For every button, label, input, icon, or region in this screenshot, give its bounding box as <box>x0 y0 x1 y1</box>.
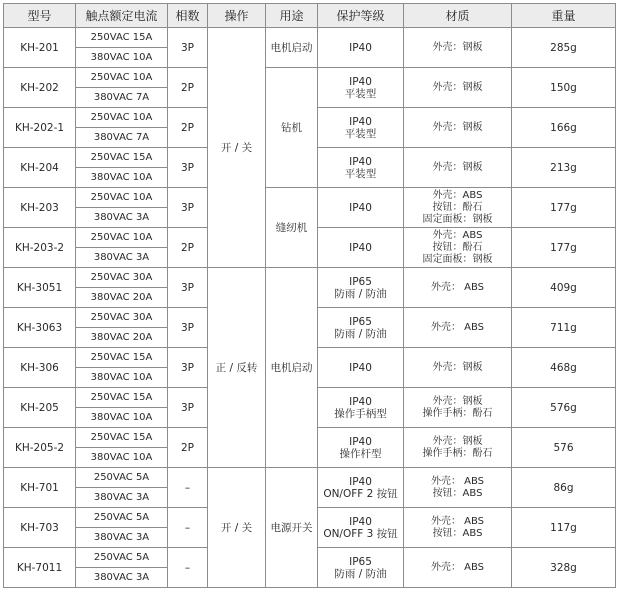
current-cell: 380VAC 10A <box>76 368 168 388</box>
current-cell: 250VAC 10A <box>76 228 168 248</box>
material-line: 外壳：钢板 <box>432 161 483 173</box>
current-cell: 380VAC 7A <box>76 88 168 108</box>
protection-line: 操作手柄型 <box>334 407 387 420</box>
material-line: 固定面板：钢板 <box>422 253 493 265</box>
model-cell: KH-201 <box>4 28 76 68</box>
current-cell: 380VAC 3A <box>76 528 168 548</box>
weight-cell: 711g <box>512 308 616 348</box>
protection-line: 防雨 / 防油 <box>334 567 387 580</box>
current-cell: 380VAC 3A <box>76 208 168 228</box>
material-line: 按钮：ABS <box>432 527 483 539</box>
header-material: 材质 <box>404 4 512 28</box>
phase-cell: 3P <box>168 188 208 228</box>
material-line: 操作手柄：酚石 <box>422 447 493 459</box>
protection-cell <box>318 188 404 228</box>
protection-line: IP40 <box>349 395 372 408</box>
protection-line: 平装型 <box>344 87 377 100</box>
material-line: 外壳：钢板 <box>432 121 483 133</box>
material-cell <box>404 148 512 188</box>
header-protection: 保护等级 <box>318 4 404 28</box>
model-cell: KH-7011 <box>4 548 76 588</box>
table-row <box>4 468 616 488</box>
protection-line: IP40 <box>349 115 372 128</box>
header-use: 用途 <box>266 4 318 28</box>
protection-cell <box>318 28 404 68</box>
use-cell: 电源开关 <box>266 468 318 588</box>
material-line: 按钮：ABS <box>432 487 483 499</box>
current-cell: 250VAC 5A <box>76 548 168 568</box>
current-cell: 380VAC 3A <box>76 248 168 268</box>
material-line: 外壳： ABS <box>430 281 485 293</box>
operation-cell: 正 / 反转 <box>208 268 266 468</box>
phase-cell: 2P <box>168 228 208 268</box>
protection-line: 防雨 / 防油 <box>334 327 387 340</box>
phase-cell: 3P <box>168 308 208 348</box>
current-cell: 250VAC 10A <box>76 108 168 128</box>
table-row <box>4 68 616 88</box>
model-cell: KH-203-2 <box>4 228 76 268</box>
weight-cell: 117g <box>512 508 616 548</box>
material-line: 外壳：ABS <box>432 189 483 201</box>
use-cell: 钻机 <box>266 68 318 188</box>
weight-cell: 150g <box>512 68 616 108</box>
model-cell: KH-202 <box>4 68 76 108</box>
model-cell: KH-703 <box>4 508 76 548</box>
weight-cell: 328g <box>512 548 616 588</box>
protection-line: IP40 <box>349 515 372 528</box>
material-line: 外壳： ABS <box>430 475 485 487</box>
current-cell: 250VAC 5A <box>76 508 168 528</box>
protection-line: ON/OFF 2 按钮 <box>323 487 398 500</box>
material-line: 固定面板：钢板 <box>422 213 493 225</box>
protection-line: IP40 <box>349 435 372 448</box>
weight-cell: 213g <box>512 148 616 188</box>
header-phase: 相数 <box>168 4 208 28</box>
material-cell <box>404 508 512 548</box>
model-cell: KH-205-2 <box>4 428 76 468</box>
phase-cell: 2P <box>168 68 208 108</box>
current-cell: 380VAC 3A <box>76 488 168 508</box>
material-line: 外壳：钢板 <box>432 435 483 447</box>
model-cell: KH-204 <box>4 148 76 188</box>
material-cell <box>404 188 512 228</box>
use-cell: 电机启动 <box>266 28 318 68</box>
phase-cell: – <box>168 548 208 588</box>
protection-line: 平装型 <box>344 167 377 180</box>
table-row <box>4 28 616 48</box>
material-line: 按钮：酚石 <box>432 241 483 253</box>
header-current: 触点额定电流 <box>76 4 168 28</box>
phase-cell: 3P <box>168 148 208 188</box>
model-cell: KH-203 <box>4 188 76 228</box>
material-line: 外壳：钢板 <box>432 361 483 373</box>
protection-cell <box>318 428 404 468</box>
protection-line: IP40 <box>349 75 372 88</box>
product-spec-table <box>3 3 616 588</box>
phase-cell: 3P <box>168 268 208 308</box>
material-cell <box>404 68 512 108</box>
protection-cell <box>318 548 404 588</box>
material-cell <box>404 268 512 308</box>
phase-cell: – <box>168 468 208 508</box>
material-cell <box>404 388 512 428</box>
weight-cell: 285g <box>512 28 616 68</box>
use-cell: 缝纫机 <box>266 188 318 268</box>
operation-cell: 开 / 关 <box>208 28 266 268</box>
protection-line: IP40 <box>349 201 372 214</box>
current-cell: 380VAC 10A <box>76 48 168 68</box>
material-line: 外壳： ABS <box>430 561 485 573</box>
material-cell <box>404 108 512 148</box>
weight-cell: 177g <box>512 188 616 228</box>
material-line: 外壳： ABS <box>430 321 485 333</box>
protection-line: 平装型 <box>344 127 377 140</box>
phase-cell: – <box>168 508 208 548</box>
current-cell: 380VAC 10A <box>76 408 168 428</box>
current-cell: 250VAC 30A <box>76 308 168 328</box>
model-cell: KH-3063 <box>4 308 76 348</box>
phase-cell: 3P <box>168 388 208 428</box>
protection-cell <box>318 148 404 188</box>
model-cell: KH-202-1 <box>4 108 76 148</box>
material-cell <box>404 548 512 588</box>
weight-cell: 576 <box>512 428 616 468</box>
material-line: 外壳：钢板 <box>432 395 483 407</box>
operation-cell: 开 / 关 <box>208 468 266 588</box>
weight-cell: 468g <box>512 348 616 388</box>
current-cell: 380VAC 10A <box>76 168 168 188</box>
material-line: 按钮：酚石 <box>432 201 483 213</box>
weight-cell: 86g <box>512 468 616 508</box>
protection-line: ON/OFF 3 按钮 <box>323 527 398 540</box>
material-cell <box>404 308 512 348</box>
weight-cell: 177g <box>512 228 616 268</box>
current-cell: 250VAC 15A <box>76 428 168 448</box>
current-cell: 380VAC 20A <box>76 328 168 348</box>
current-cell: 250VAC 10A <box>76 68 168 88</box>
protection-line: IP65 <box>349 315 372 328</box>
weight-cell: 409g <box>512 268 616 308</box>
protection-line: IP40 <box>349 475 372 488</box>
protection-cell <box>318 348 404 388</box>
material-cell <box>404 428 512 468</box>
protection-line: IP40 <box>349 155 372 168</box>
table-body <box>4 28 616 588</box>
use-cell: 电机启动 <box>266 268 318 468</box>
current-cell: 250VAC 15A <box>76 28 168 48</box>
weight-cell: 576g <box>512 388 616 428</box>
protection-cell <box>318 228 404 268</box>
header-weight: 重量 <box>512 4 616 28</box>
header-row <box>4 4 616 28</box>
protection-line: IP65 <box>349 275 372 288</box>
protection-line: IP40 <box>349 241 372 254</box>
protection-cell <box>318 468 404 508</box>
model-cell: KH-306 <box>4 348 76 388</box>
header-model: 型号 <box>4 4 76 28</box>
current-cell: 250VAC 10A <box>76 188 168 208</box>
protection-cell <box>318 268 404 308</box>
protection-line: IP65 <box>349 555 372 568</box>
current-cell: 380VAC 3A <box>76 568 168 588</box>
material-line: 外壳： ABS <box>430 515 485 527</box>
protection-cell <box>318 388 404 428</box>
phase-cell: 3P <box>168 348 208 388</box>
material-cell <box>404 28 512 68</box>
material-line: 外壳：钢板 <box>432 41 483 53</box>
material-line: 外壳：ABS <box>432 229 483 241</box>
model-cell: KH-3051 <box>4 268 76 308</box>
protection-line: IP40 <box>349 361 372 374</box>
model-cell: KH-701 <box>4 468 76 508</box>
protection-cell <box>318 508 404 548</box>
model-cell: KH-205 <box>4 388 76 428</box>
table-row <box>4 268 616 288</box>
protection-cell <box>318 108 404 148</box>
table-row <box>4 188 616 208</box>
current-cell: 250VAC 15A <box>76 388 168 408</box>
current-cell: 250VAC 5A <box>76 468 168 488</box>
phase-cell: 2P <box>168 428 208 468</box>
material-cell <box>404 348 512 388</box>
current-cell: 380VAC 20A <box>76 288 168 308</box>
protection-cell <box>318 68 404 108</box>
protection-line: IP40 <box>349 41 372 54</box>
material-line: 外壳：钢板 <box>432 81 483 93</box>
current-cell: 250VAC 30A <box>76 268 168 288</box>
phase-cell: 3P <box>168 28 208 68</box>
phase-cell: 2P <box>168 108 208 148</box>
current-cell: 250VAC 15A <box>76 348 168 368</box>
protection-cell <box>318 308 404 348</box>
weight-cell: 166g <box>512 108 616 148</box>
current-cell: 380VAC 7A <box>76 128 168 148</box>
current-cell: 380VAC 10A <box>76 448 168 468</box>
material-cell <box>404 228 512 268</box>
header-operation: 操作 <box>208 4 266 28</box>
protection-line: 操作杆型 <box>339 447 382 460</box>
material-line: 操作手柄：酚石 <box>422 407 493 419</box>
material-cell <box>404 468 512 508</box>
protection-line: 防雨 / 防油 <box>334 287 387 300</box>
current-cell: 250VAC 15A <box>76 148 168 168</box>
